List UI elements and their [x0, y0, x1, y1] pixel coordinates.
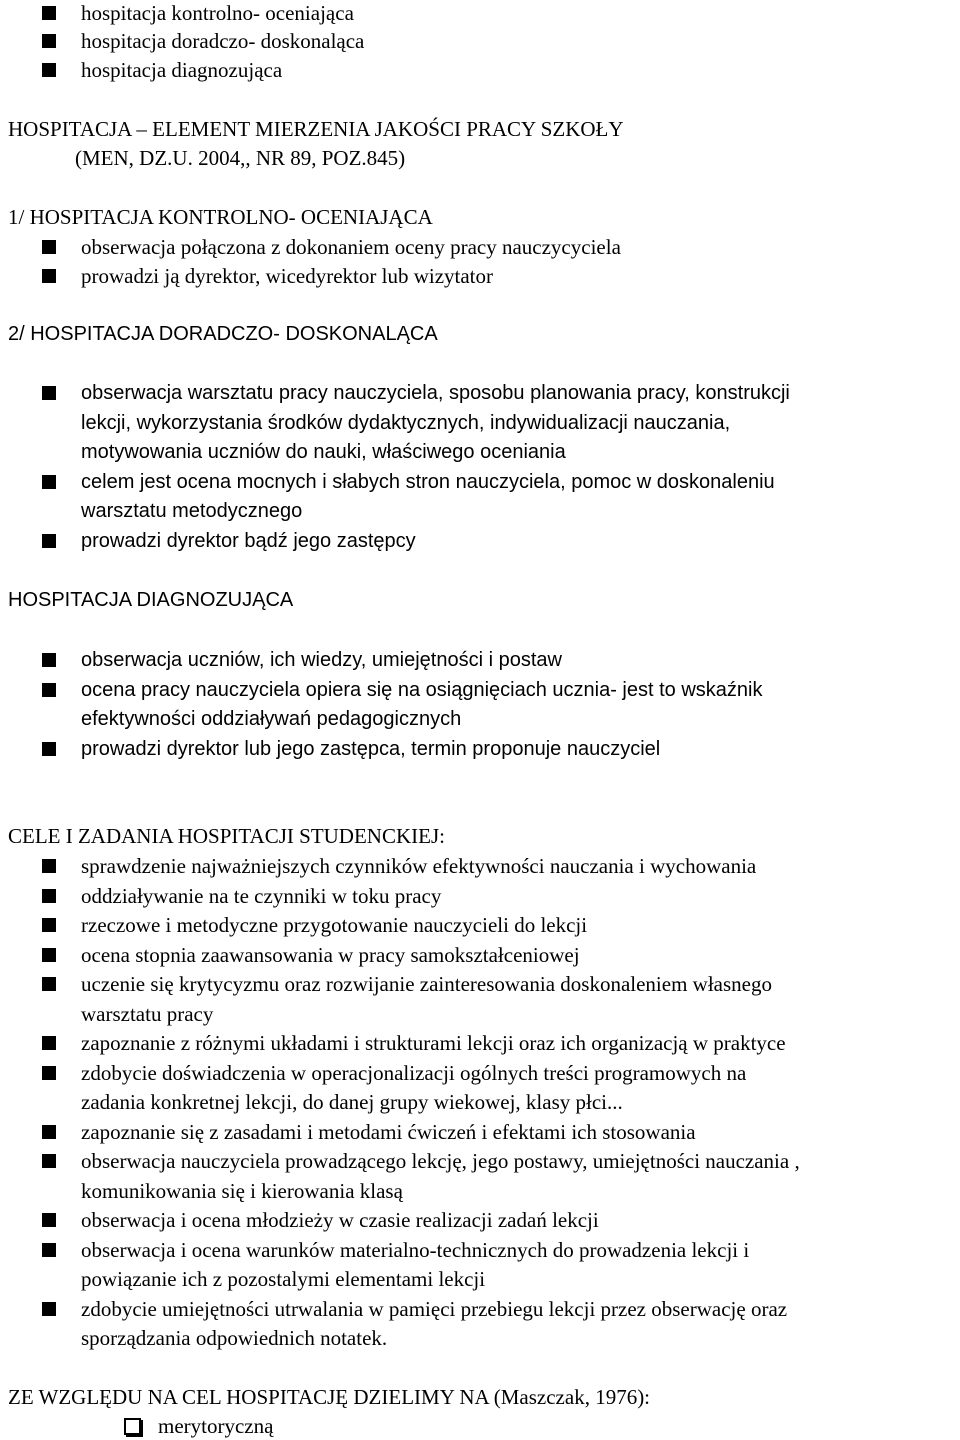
bullet-square-icon	[42, 918, 56, 932]
bullet-square-icon	[42, 34, 56, 48]
list-item: celem jest ocena mocnych i słabych stron nauczyciela, pomoc w doskonaleniu	[81, 470, 775, 493]
bullet-square-icon	[42, 653, 56, 667]
section-title: CELE I ZADANIA HOSPITACJI STUDENCKIEJ:	[8, 824, 445, 848]
list-item: rzeczowe i metodyczne przygotowanie nauczycieli do lekcji	[81, 913, 588, 937]
list-item: motywowania uczniów do nauki, właściwego oceniania	[81, 441, 566, 463]
list-item: ocena stopnia zaawansowania w pracy samokształceniowej	[81, 942, 580, 967]
list-item: zapoznanie się z zasadami i metodami ćwiczeń i efektami ich stosowania	[81, 1119, 696, 1144]
list-item: obserwacja uczniów, ich wiedzy, umiejętności i postaw	[81, 649, 562, 671]
list-item: zdobycie doświadczenia w operacjonalizacji ogólnych treści programowych na	[81, 1060, 747, 1085]
list-item: hospitacja kontrolno- oceniająca	[81, 1, 354, 25]
bullet-square-icon	[42, 1036, 56, 1050]
section-title: 1/ HOSPITACJA KONTROLNO- OCENIAJĄCA	[8, 205, 433, 229]
bullet-square-icon	[42, 683, 56, 697]
bullet-square-icon	[42, 948, 56, 962]
list-item: zdobycie umiejętności utrwalania w pamięci przebiegu lekcji przez obserwację oraz	[81, 1296, 788, 1321]
list-item: oddziaływanie na te czynniki w toku pracy	[81, 883, 442, 908]
list-item: lekcji, wykorzystania środków dydaktycznych, indywidualizacji nauczania,	[81, 411, 731, 434]
list-item: hospitacja diagnozująca	[81, 58, 283, 82]
bullet-square-icon	[42, 1154, 56, 1168]
list-item: obserwacja i ocena warunków materialno-technicznych do prowadzenia lekcji i	[81, 1237, 750, 1262]
list-item: hospitacja doradczo- doskonaląca	[81, 29, 365, 53]
list-item: zapoznanie z różnymi układami i strukturami lekcji oraz ich organizacją w praktyce	[81, 1031, 786, 1055]
bullet-square-icon	[42, 534, 56, 548]
bullet-square-icon	[42, 1125, 56, 1139]
list-item: uczenie się krytycyzmu oraz rozwijanie zainteresowania doskonaleniem własnego	[81, 972, 772, 996]
section-title: 2/ HOSPITACJA DORADCZO- DOSKONALĄCA	[8, 323, 438, 345]
list-item: obserwacja połączona z dokonaniem oceny pracy nauczycyciela	[81, 235, 621, 259]
list-item: powiązanie ich z pozostalymi elementami lekcji	[81, 1267, 486, 1291]
section-title: HOSPITACJA DIAGNOZUJĄCA	[8, 589, 294, 611]
list-item: warsztatu pracy	[81, 1001, 214, 1026]
list-item: prowadzi dyrektor bądź jego zastępcy	[81, 529, 416, 552]
list-item: zadania konkretnej lekcji, do danej grupy wiekowej, klasy płci...	[81, 1090, 623, 1114]
list-item: komunikowania się i kierowania klasą	[81, 1178, 403, 1203]
list-item: efektywności oddziaływań pedagogicznych	[81, 708, 462, 730]
section-title: ZE WZGLĘDU NA CEL HOSPITACJĘ DZIELIMY NA (Maszczak, 1976):	[8, 1385, 651, 1409]
bullet-square-icon	[42, 63, 56, 77]
list-item: ocena pracy nauczyciela opiera się na osiągnięciach ucznia- jest to wskaźnik	[81, 678, 763, 701]
list-item: sprawdzenie najważniejszych czynników efektywności nauczania i wychowania	[81, 854, 757, 878]
bullet-square-icon	[42, 1243, 56, 1257]
bullet-square-icon	[42, 1066, 56, 1080]
bullet-square-icon	[42, 1213, 56, 1227]
bullet-square-icon	[42, 977, 56, 991]
bullet-square-icon	[42, 859, 56, 873]
bullet-square-icon	[42, 6, 56, 20]
list-item: sporządzania odpowiednich notatek.	[81, 1326, 388, 1350]
list-item: obserwacja warsztatu pracy nauczyciela, sposobu planowania pracy, konstrukcji	[81, 382, 790, 404]
page-title: HOSPITACJA – ELEMENT MIERZENIA JAKOŚCI PRACY SZKOŁY	[8, 117, 624, 141]
checkbox-icon	[124, 1418, 141, 1435]
list-item: merytoryczną	[158, 1414, 274, 1438]
page-subtitle: (MEN, DZ.U. 2004,, NR 89, POZ.845)	[75, 146, 406, 170]
bullet-square-icon	[42, 889, 56, 903]
bullet-square-icon	[42, 742, 56, 756]
bullet-square-icon	[42, 1302, 56, 1316]
list-item: obserwacja i ocena młodzieży w czasie realizacji zadań lekcji	[81, 1208, 599, 1232]
list-item: warsztatu metodycznego	[81, 500, 303, 522]
bullet-square-icon	[42, 269, 56, 283]
list-item: prowadzi ją dyrektor, wicedyrektor lub wizytator	[81, 264, 494, 288]
bullet-square-icon	[42, 386, 56, 400]
bullet-square-icon	[42, 475, 56, 489]
list-item: obserwacja nauczyciela prowadzącego lekcję, jego postawy, umiejętności nauczania ,	[81, 1149, 800, 1173]
list-item: prowadzi dyrektor lub jego zastępca, termin proponuje nauczyciel	[81, 737, 661, 760]
bullet-square-icon	[42, 240, 56, 254]
